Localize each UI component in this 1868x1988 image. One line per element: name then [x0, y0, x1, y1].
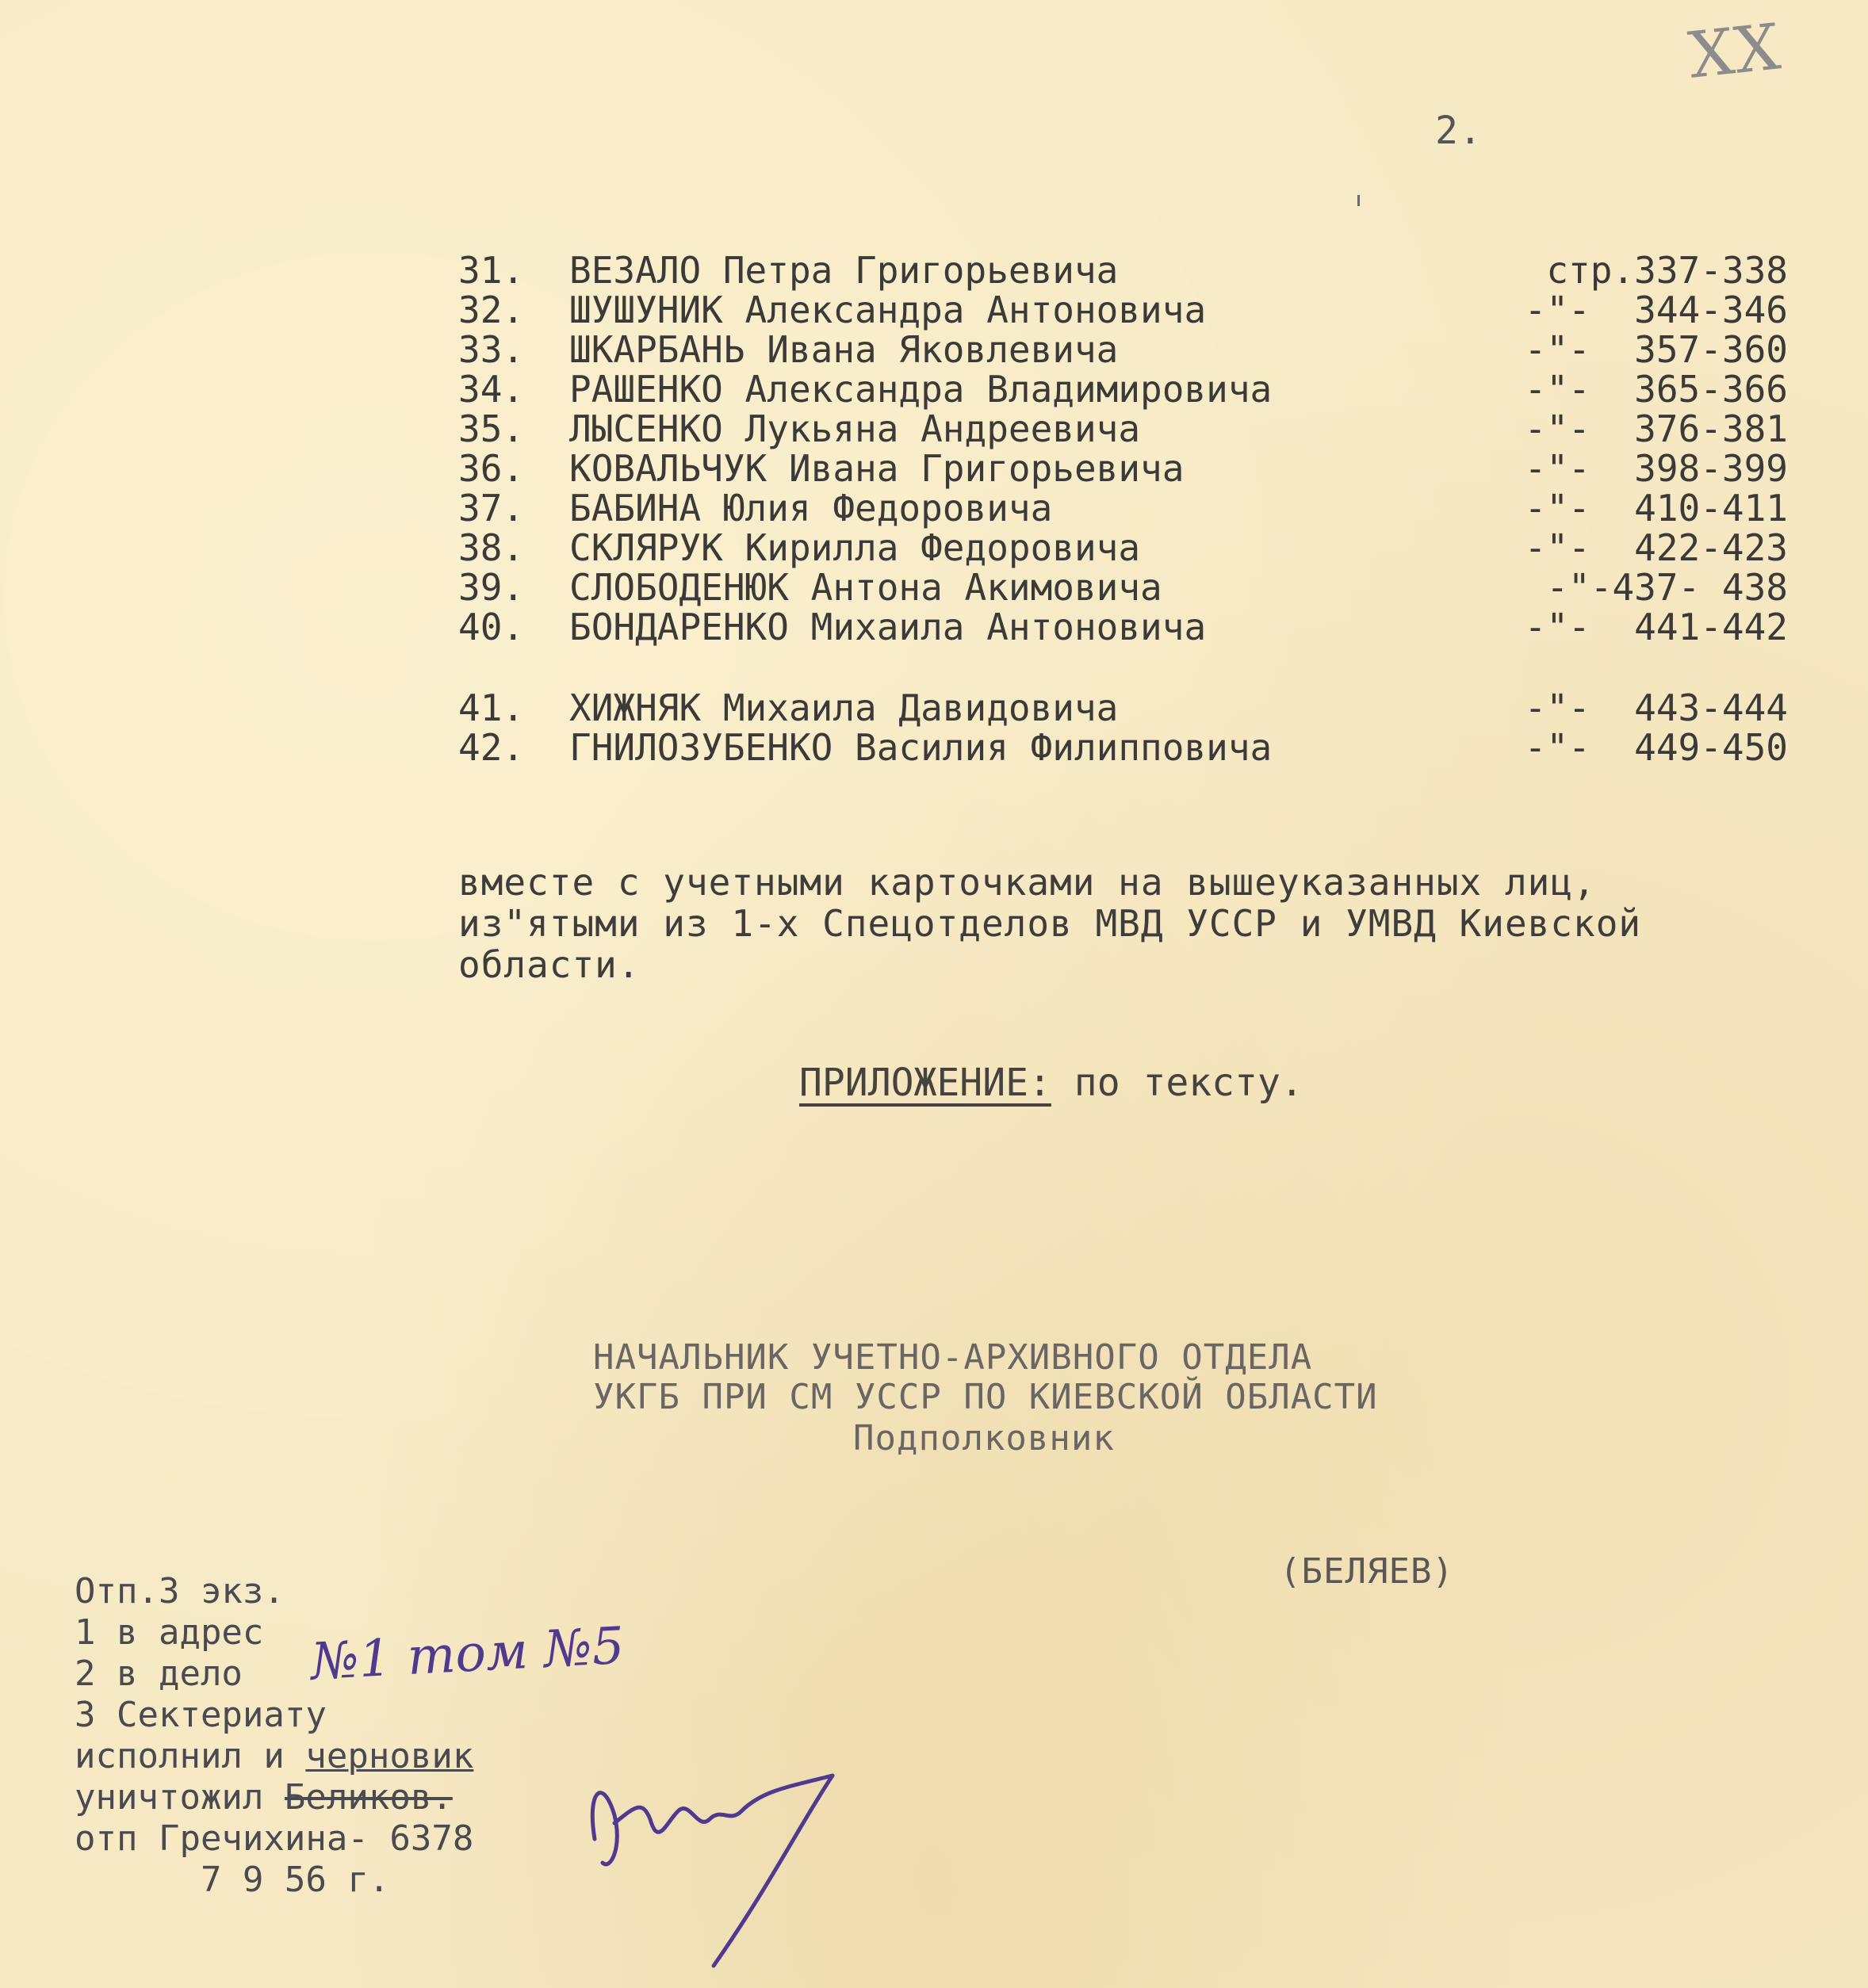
- dist-line-5-a: исполнил и: [75, 1736, 306, 1776]
- entry-number: 41.: [458, 686, 525, 729]
- dist-line-1: Отп.3 экз.: [75, 1571, 285, 1611]
- list-item: [0, 528, 1868, 568]
- dist-line-8: 7 9 56 г.: [75, 1860, 390, 1900]
- entry-number: 32.: [458, 289, 525, 331]
- entry-name: КОВАЛЬЧУК Ивана Григорьевича: [569, 447, 1185, 490]
- entry-number: 37.: [458, 487, 525, 529]
- signature-rank: Подполковник: [853, 1418, 1115, 1459]
- entry-pages: -"- 376-381: [1524, 407, 1788, 450]
- stray-mark: [1357, 195, 1360, 206]
- entry-number: 39.: [458, 566, 525, 609]
- entry-name: СКЛЯРУК Кирилла Федоровича: [569, 526, 1141, 569]
- entry-name: ЛЫСЕНКО Лукьяна Андреевича: [569, 407, 1141, 450]
- entry-pages: -"- 365-366: [1524, 368, 1788, 411]
- entry-pages: -"- 357-360: [1524, 328, 1788, 371]
- entry-number: 42.: [458, 726, 525, 769]
- entry-number: 33.: [458, 328, 525, 371]
- paragraph-line-1: вместе с учетными карточками на вышеуказанных лиц,: [458, 861, 1596, 904]
- appendix-line: [799, 1062, 1303, 1103]
- entry-name: ВЕЗАЛО Петра Григорьевича: [569, 249, 1119, 292]
- list-item: [0, 488, 1868, 528]
- entry-pages: -"- 449-450: [1524, 726, 1788, 769]
- dist-line-2: 1 в адрес: [75, 1612, 264, 1653]
- list-item: [0, 449, 1868, 488]
- entry-name: БОНДАРЕНКО Михаила Антоновича: [569, 606, 1207, 648]
- dist-line-6-a: уничтожил: [75, 1777, 285, 1818]
- entry-pages: -"- 344-346: [1524, 289, 1788, 331]
- dist-line-6: [75, 1777, 453, 1818]
- signature-title-line-1: НАЧАЛЬНИК УЧЕТНО-АРХИВНОГО ОТДЕЛА: [593, 1337, 1313, 1378]
- entry-pages: -"- 441-442: [1524, 606, 1788, 648]
- entry-pages: -"- 398-399: [1524, 447, 1788, 490]
- dist-line-7: отп Гречихина- 6378: [75, 1818, 474, 1859]
- paragraph-line-2: из"ятыми из 1-х Спецотделов МВД УССР и УМВД Киевской: [458, 902, 1642, 945]
- list-item: [0, 728, 1868, 767]
- handwritten-signature: [579, 1744, 896, 1974]
- entry-number: 35.: [458, 407, 525, 450]
- dist-line-6-b: Беликов.: [284, 1777, 453, 1818]
- dist-line-5-b: черновик: [305, 1736, 474, 1776]
- list-item: [0, 409, 1868, 449]
- appendix-text: по тексту.: [1051, 1061, 1303, 1105]
- paragraph-line-3: области.: [458, 943, 641, 986]
- list-item: [0, 330, 1868, 369]
- entry-name: СЛОБОДЕНЮК Антона Акимовича: [569, 566, 1162, 609]
- list-item: [0, 568, 1868, 607]
- entry-name: ГНИЛОЗУБЕНКО Василия Филипповича: [569, 726, 1273, 769]
- entry-name: ХИЖНЯК Михаила Давидовича: [569, 686, 1119, 729]
- corner-handwritten-mark: XX: [1685, 10, 1785, 93]
- entry-number: 34.: [458, 368, 525, 411]
- entry-pages: -"- 410-411: [1524, 487, 1788, 529]
- entry-number: 38.: [458, 526, 525, 569]
- entry-number: 40.: [458, 606, 525, 648]
- entry-pages: -"- 422-423: [1524, 526, 1788, 569]
- entry-name: РАШЕНКО Александра Владимировича: [569, 368, 1273, 411]
- list-item: [0, 607, 1868, 647]
- dist-line-3: 2 в дело: [75, 1653, 243, 1694]
- entry-pages: -"- 443-444: [1524, 686, 1788, 729]
- dist-line-4: 3 Сектериату: [75, 1695, 327, 1735]
- entry-name: ШКАРБАНЬ Ивана Яковлевича: [569, 328, 1119, 371]
- appendix-label: ПРИЛОЖЕНИЕ:: [799, 1061, 1051, 1105]
- dist-line-5: [75, 1736, 473, 1777]
- entry-pages: стр.337-338: [1546, 249, 1788, 292]
- entry-name: ШУШУНИК Александра Антоновича: [569, 289, 1207, 331]
- list-item: [0, 369, 1868, 409]
- list-item: [0, 250, 1868, 290]
- page-number: 2.: [1435, 109, 1483, 153]
- handwritten-file-note: №1 том №5: [309, 1616, 626, 1692]
- entry-number: 36.: [458, 447, 525, 490]
- entry-name: БАБИНА Юлия Федоровича: [569, 487, 1053, 529]
- signature-title-line-2: УКГБ ПРИ СМ УССР ПО КИЕВСКОЙ ОБЛАСТИ: [593, 1377, 1378, 1417]
- entry-pages: -"-437- 438: [1546, 566, 1788, 609]
- entry-number: 31.: [458, 249, 525, 292]
- list-item: [0, 290, 1868, 330]
- signature-name: (БЕЛЯЕВ): [1280, 1551, 1454, 1592]
- list-item: [0, 688, 1868, 728]
